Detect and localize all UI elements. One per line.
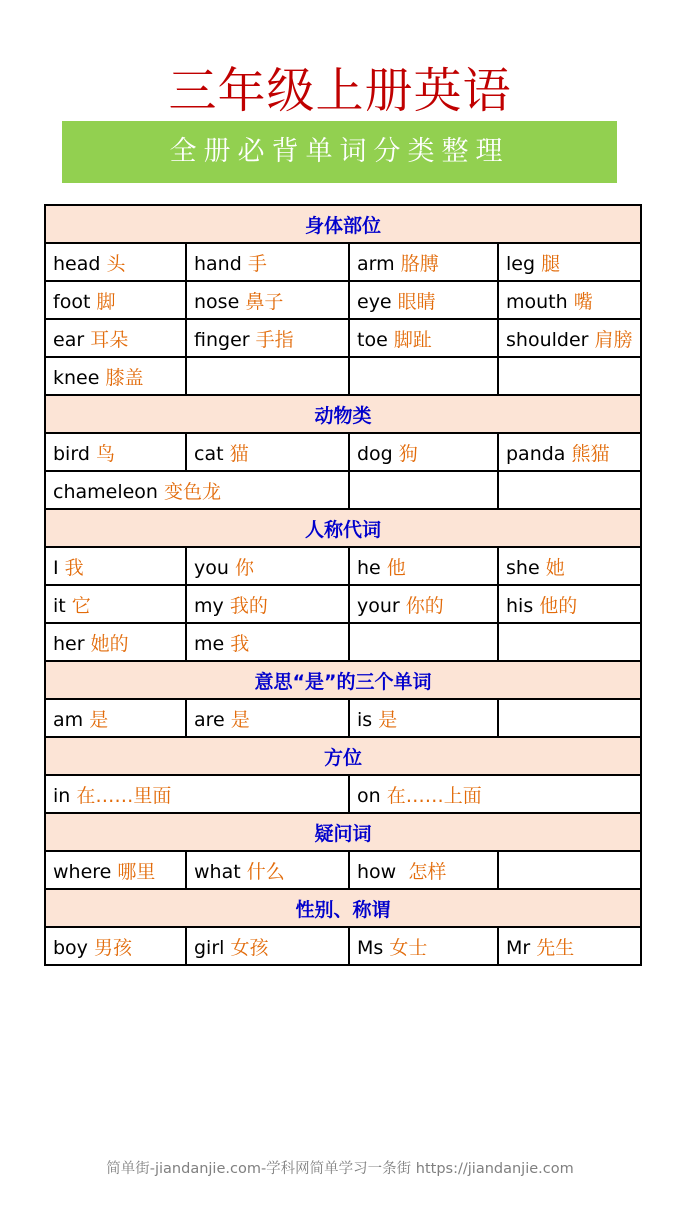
word-cell [498,927,641,965]
word-chinese: 什么 [246,860,285,883]
word-english: am [53,708,84,731]
section-header-row [45,395,641,433]
table-row [45,471,641,509]
word-chinese: 膝盖 [105,366,144,389]
table-row [45,775,641,813]
word-cell [45,851,186,889]
word-english: Ms [357,936,384,959]
word-chinese: 脚 [96,290,116,313]
empty-cell [498,357,641,395]
word-cell [498,281,641,319]
section-heading: 人称代词 [45,509,641,547]
word-cell [45,623,186,661]
word-english: are [194,708,225,731]
word-cell [349,927,498,965]
word-cell [349,775,641,813]
word-cell [45,547,186,585]
word-english: her [53,632,85,655]
word-cell [349,547,498,585]
word-cell [45,281,186,319]
word-english: cat [194,442,224,465]
word-english: you [194,556,229,579]
word-cell [349,433,498,471]
word-english: ear [53,328,85,351]
word-chinese: 我 [64,556,84,579]
table-row [45,433,641,471]
empty-cell [349,471,498,509]
page-title: 三年级上册英语 [168,63,512,119]
word-english: his [506,594,534,617]
empty-cell [349,623,498,661]
word-english: she [506,556,540,579]
word-chinese: 熊猫 [571,442,610,465]
section-header-row [45,205,641,243]
empty-cell [349,357,498,395]
word-cell [45,585,186,623]
word-english: mouth [506,290,568,313]
word-english: your [357,594,400,617]
section-header-row [45,813,641,851]
word-chinese: 他的 [539,594,578,617]
table-row [45,585,641,623]
word-english: eye [357,290,392,313]
word-cell [186,281,349,319]
word-chinese: 是 [89,708,109,731]
word-english: my [194,594,224,617]
section-header-row [45,509,641,547]
word-cell [349,281,498,319]
word-english: how [357,860,397,883]
word-chinese: 怎样 [408,860,447,883]
word-cell [498,243,641,281]
word-cell [349,319,498,357]
word-english: chameleon [53,480,158,503]
word-chinese: 女孩 [230,936,269,959]
table-row [45,357,641,395]
word-english: foot [53,290,91,313]
word-cell [45,319,186,357]
word-chinese: 耳朵 [90,328,129,351]
word-chinese: 是 [230,708,250,731]
word-english: girl [194,936,225,959]
word-chinese: 鸟 [95,442,115,465]
word-chinese: 在……上面 [386,784,482,807]
word-chinese: 狗 [398,442,418,465]
word-english: I [53,556,59,579]
word-chinese: 你 [234,556,254,579]
word-cell [186,699,349,737]
word-cell [186,927,349,965]
word-chinese: 哪里 [117,860,156,883]
word-cell [45,471,349,509]
footer-source-text: 简单街-jiandanjie.com-学科网简单学习一条街 https://jiandanjie.com [106,1161,574,1177]
word-english: nose [194,290,240,313]
word-english: in [53,784,71,807]
word-cell [186,623,349,661]
word-english: he [357,556,381,579]
word-chinese: 她的 [90,632,129,655]
word-cell [186,547,349,585]
word-cell [498,585,641,623]
word-cell [186,433,349,471]
empty-cell [498,851,641,889]
word-chinese: 腿 [541,252,561,275]
section-heading: 疑问词 [45,813,641,851]
word-english: arm [357,252,395,275]
table-row [45,699,641,737]
word-chinese: 我 [230,632,250,655]
table-row [45,243,641,281]
word-chinese: 是 [378,708,398,731]
word-cell [45,775,349,813]
word-cell [186,243,349,281]
word-cell [45,927,186,965]
section-heading: 性别、称谓 [45,889,641,927]
word-english: on [357,784,381,807]
word-english: panda [506,442,566,465]
table-row [45,623,641,661]
word-chinese: 手 [247,252,267,275]
word-chinese: 脚趾 [393,328,432,351]
empty-cell [498,699,641,737]
word-chinese: 变色龙 [164,480,222,503]
word-chinese: 先生 [536,936,575,959]
word-english: boy [53,936,88,959]
word-chinese: 肩膀 [594,328,633,351]
word-english: bird [53,442,90,465]
word-english: what [194,860,241,883]
word-english: Mr [506,936,531,959]
word-cell [349,851,498,889]
word-english: toe [357,328,388,351]
word-cell [349,585,498,623]
word-cell [349,243,498,281]
word-chinese: 头 [106,252,126,275]
word-chinese: 她 [545,556,565,579]
word-cell [45,433,186,471]
word-english: finger [194,328,250,351]
word-cell [349,699,498,737]
word-cell [45,699,186,737]
subtitle-banner: 全册必背单词分类整理 [62,121,617,183]
vocabulary-table [44,204,642,966]
word-chinese: 女士 [389,936,428,959]
section-header-row [45,661,641,699]
word-cell [45,357,186,395]
word-english: leg [506,252,536,275]
empty-cell [498,623,641,661]
word-english: is [357,708,373,731]
word-chinese: 眼睛 [397,290,436,313]
word-english: where [53,860,112,883]
word-cell [498,433,641,471]
word-cell [186,851,349,889]
section-heading: 方位 [45,737,641,775]
word-english: shoulder [506,328,589,351]
word-english: dog [357,442,393,465]
table-row [45,927,641,965]
table-row [45,547,641,585]
word-chinese: 男孩 [93,936,132,959]
section-header-row [45,737,641,775]
word-cell [498,319,641,357]
word-chinese: 在……里面 [76,784,172,807]
word-chinese: 猫 [229,442,249,465]
word-cell [498,547,641,585]
table-row [45,281,641,319]
word-chinese: 手指 [255,328,294,351]
word-english: knee [53,366,100,389]
empty-cell [186,357,349,395]
word-chinese: 我的 [229,594,268,617]
word-cell [186,585,349,623]
word-chinese: 鼻子 [245,290,284,313]
word-chinese: 你的 [405,594,444,617]
word-english: it [53,594,66,617]
table-row [45,319,641,357]
word-chinese: 胳膊 [400,252,439,275]
section-heading: 意思“是”的三个单词 [45,661,641,699]
word-cell [186,319,349,357]
word-chinese: 它 [71,594,91,617]
word-chinese: 他 [386,556,406,579]
word-cell [45,243,186,281]
word-chinese: 嘴 [573,290,593,313]
word-english: me [194,632,225,655]
word-english: head [53,252,101,275]
section-heading: 身体部位 [45,205,641,243]
empty-cell [498,471,641,509]
table-row [45,851,641,889]
section-header-row [45,889,641,927]
word-english: hand [194,252,242,275]
section-heading: 动物类 [45,395,641,433]
